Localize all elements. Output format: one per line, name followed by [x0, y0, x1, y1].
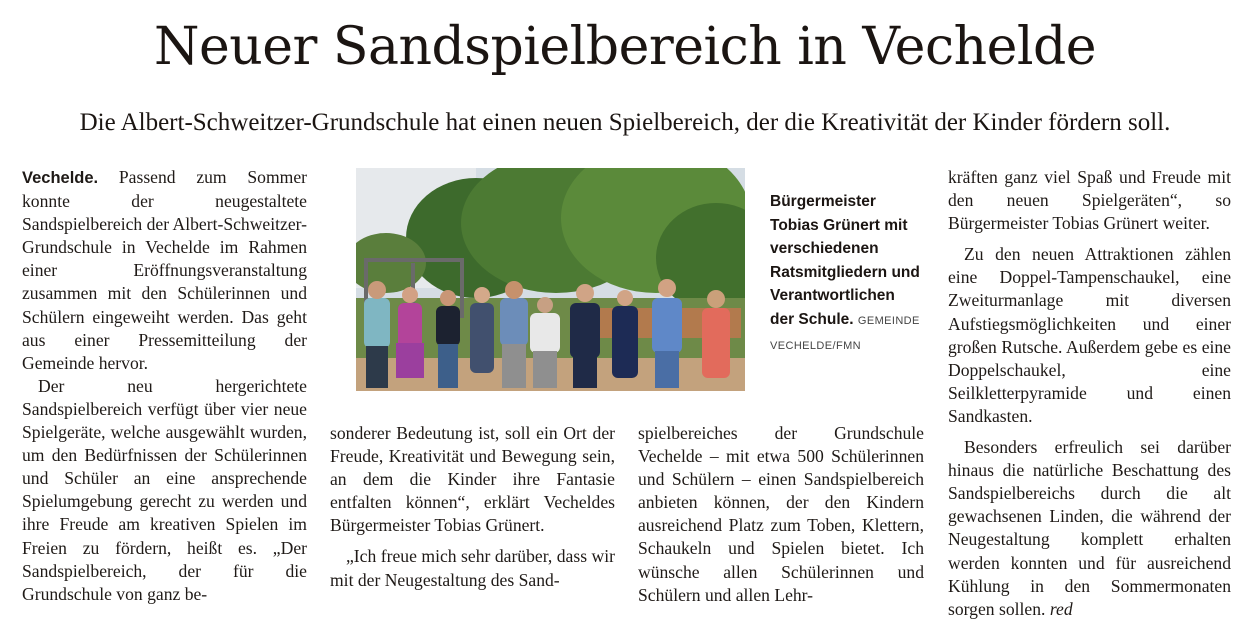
paragraph-7: Zu den neuen Attraktionen zählen eine Doppel-Tampenschaukel, eine Zweiturmanlage mit diversen Aufstiegsmöglichkeiten und einer großen Rutsche. Außerdem gebe es eine Doppelschaukel, eine Seilkletterpyramide und einen Sandkasten. — [948, 244, 1231, 426]
column-3 — [638, 422, 924, 607]
paragraph-2: Der neu hergerichtete Sandspielbereich verfügt über vier neue Spielgeräte, welche ausgewählt wurden, um den Bedürfnissen der Schülerinnen und Schüler an eine ansprechende Spielumgebung gerecht zu werden und ihre Freude am kreativen Spielen im Freien zu fördern, heißt es. „Der Sandspielbereich, der für die Grundschule von ganz be- — [22, 375, 307, 604]
paragraph-6: kräften ganz viel Spaß und Freude mit den neuen Spielgeräten“, so Bürgermeister Tobias Grünert weiter. — [948, 167, 1231, 234]
paragraph-1 — [22, 166, 307, 375]
paragraph-3: sonderer Bedeutung ist, soll ein Ort der Freude, Kreativität und Bewegung sein, an dem die Kinder ihre Fantasie entfalten können“, erklärt Vecheldes Bürgermeister Tobias Grünert. — [330, 423, 615, 536]
paragraph-5: spielbereiches der Grundschule Vechelde – mit etwa 500 Schülerinnen und Schülern – einen Sandspielbereich anbieten können, der den Kindern ausreichend Platz zum Toben, Klettern, Schaukeln und Spielen bietet. Ich wünsche allen Schülerinnen und Schülern und allen Lehr- — [638, 423, 924, 605]
photo-caption-text: Bürgermeister Tobias Grünert mit verschiedenen Ratsmitgliedern und Verantwortlichen der Schule. — [770, 193, 920, 328]
author-signature: red — [1049, 598, 1073, 619]
paragraph-8 — [948, 436, 1231, 621]
column-4 — [948, 166, 1231, 621]
photo-credit: GEMEINDE VECHELDE/FMN — [770, 314, 920, 352]
article-photo — [356, 168, 745, 391]
photo-caption — [770, 190, 920, 359]
subheadline: Die Albert-Schweitzer-Grundschule hat einen neuen Spielbereich, der die Kreativität der Kinder fördern soll. — [79, 109, 1171, 136]
paragraph-8-text: Besonders erfreulich sei darüber hinaus die natürliche Beschattung des Sandspielbereichs durch die alt gewachsenen Linden, die während der Neugestaltung komplett erhalten werden konnten und für ausreichend Kühlung in den Sommermonaten sorgen sollen. — [948, 437, 1231, 619]
dateline: Vechelde. — [22, 169, 99, 187]
paragraph-1-text: Passend zum Sommer konnte der neugestaltete Sandspielbereich der Albert-Schweitzer-Grundschule in Vechelde im Rahmen einer Eröffnungsveranstaltung zusammen mit den Schülerinnen und Schülern eingeweiht werden. Das geht aus einer Pressemitteilung der Gemeinde hervor. — [22, 167, 307, 373]
group-photo-image — [356, 168, 745, 391]
paragraph-4: „Ich freue mich sehr darüber, dass wir mit der Neugestaltung des Sand- — [330, 546, 615, 590]
column-2 — [330, 422, 615, 592]
column-1 — [22, 166, 307, 606]
headline: Neuer Sandspielbereich in Vechelde — [153, 17, 1097, 77]
